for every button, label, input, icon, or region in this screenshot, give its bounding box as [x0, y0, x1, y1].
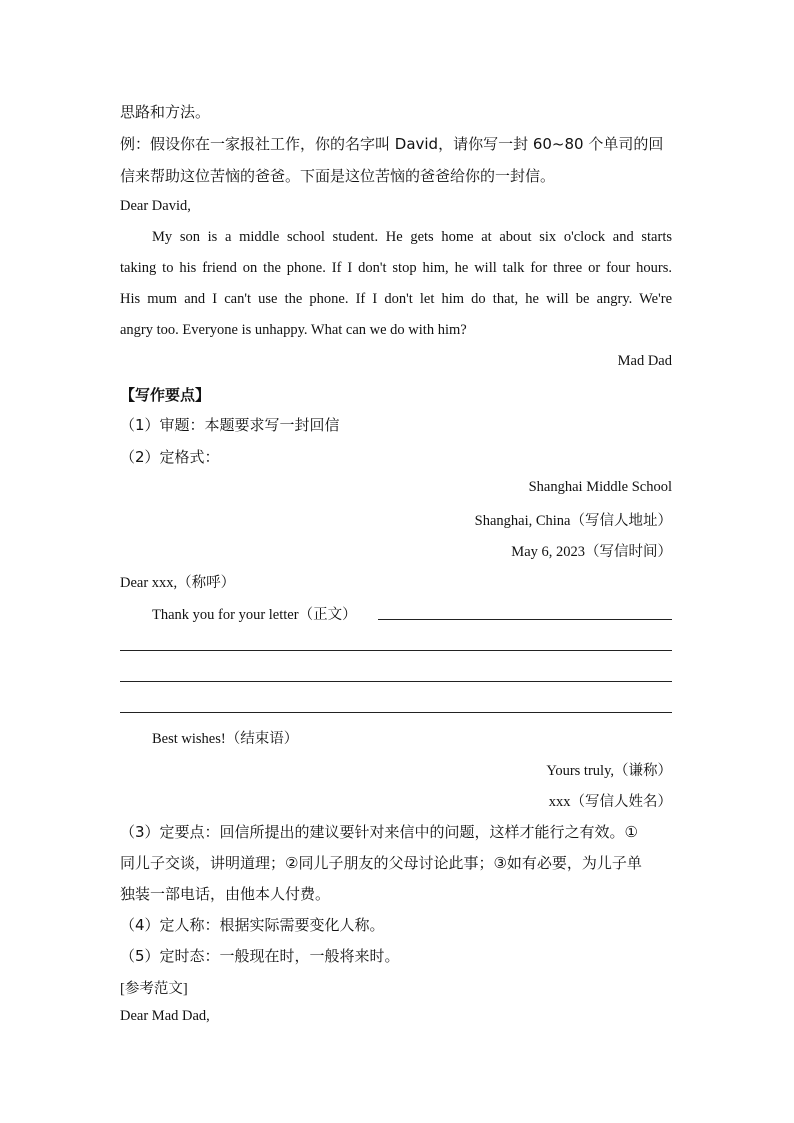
format-date: May 6, 2023（写信时间）	[511, 544, 672, 560]
answer-line	[378, 619, 672, 620]
point-1: （1）审题：本题要求写一封回信	[120, 416, 340, 434]
point-5: （5）定时态：一般现在时，一般将来时。	[120, 947, 400, 965]
point-2: （2）定格式：	[120, 448, 220, 466]
answer-line	[120, 712, 672, 713]
format-closing: Best wishes!（结束语）	[152, 731, 299, 747]
writing-points-heading: 【写作要点】	[120, 386, 211, 404]
intro-line-2: 例：假设你在一家报社工作，你的名字叫 David，请你写一封 60~80 个单司的回	[120, 135, 664, 153]
point-3-line-2: 同儿子交谈，讲明道理；②同儿子朋友的父母讨论此事；③如有必要，为儿子单	[120, 854, 642, 872]
format-address-1: Shanghai Middle School	[528, 479, 672, 495]
answer-line	[120, 650, 672, 651]
letter-body-line-4: angry too. Everyone is unhappy. What can we do with him?	[120, 322, 467, 338]
intro-line-3: 信来帮助这位苦恼的爸爸。下面是这位苦恼的爸爸给你的一封信。	[120, 167, 556, 185]
point-3-line-3: 独装一部电话，由他本人付费。	[120, 885, 331, 903]
letter-salutation: Dear David,	[120, 198, 191, 214]
format-address-2: Shanghai, China（写信人地址）	[474, 513, 672, 529]
format-salutation: Dear xxx,（称呼）	[120, 575, 236, 591]
intro-line-1: 思路和方法。	[120, 103, 211, 121]
letter-signature: Mad Dad	[617, 353, 672, 369]
letter-body-line-1: My son is a middle school student. He gets home at about six o'clock and starts	[152, 229, 672, 245]
format-complimentary-close: Yours truly,（谦称）	[546, 763, 672, 779]
point-4: （4）定人称：根据实际需要变化人称。	[120, 916, 385, 934]
reference-heading: [参考范文]	[120, 981, 188, 997]
format-signature: xxx（写信人姓名）	[548, 794, 672, 810]
point-3-line-1: （3）定要点：回信所提出的建议要针对来信中的问题，这样才能行之有效。①	[120, 823, 638, 841]
answer-line	[120, 681, 672, 682]
letter-body-line-2: taking to his friend on the phone. If I don't stop him, he will talk for three or four hours.	[120, 260, 672, 276]
reference-salutation: Dear Mad Dad,	[120, 1008, 210, 1024]
format-body-start: Thank you for your letter（正文）	[152, 607, 357, 623]
letter-body-line-3: His mum and I can't use the phone. If I don't let him do that, he will be angry. We're	[120, 291, 672, 307]
